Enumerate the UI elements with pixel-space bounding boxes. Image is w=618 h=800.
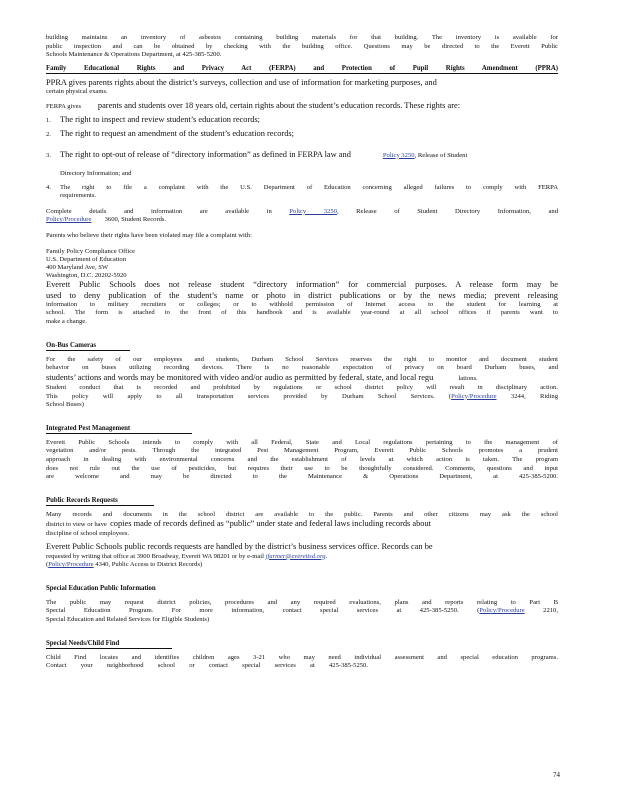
special-ed-text: Special Education Program. For more information, contact special services at 425-385-5250. ( xyxy=(46,607,480,615)
policy-procedure-link[interactable]: Policy/Procedure xyxy=(479,607,525,615)
ferpa-intro-text: parents and students over 18 years old, certain rights about the student’s education records. These rights are: xyxy=(97,100,461,110)
child-find-heading: Special Needs/Child Find xyxy=(46,639,172,649)
ppra-line: certain physical exams. xyxy=(46,87,108,95)
list-text: The right to file a complaint with the U.S. Department of Education concerning alleged failures to comply with FERPA xyxy=(60,183,558,191)
list-item xyxy=(46,129,558,139)
pest-line: approach in dealing with environmental concerns and the establishment of levels at which action is taken. The program xyxy=(46,455,558,463)
records-text: district to view or have xyxy=(46,521,107,529)
cameras-text: lations. xyxy=(458,374,478,382)
directory-release-line: used to deny publication of the student’s name or photo in district publications or by the news media; prevent releasing xyxy=(46,290,558,300)
directory-release-line: make a change. xyxy=(46,317,87,325)
cameras-heading: On-Bus Cameras xyxy=(46,341,130,351)
list-item xyxy=(46,144,558,180)
intro-line: Schools Maintenance & Operations Department, at 425-385-5200. xyxy=(46,51,222,59)
list-number: 4. xyxy=(46,183,51,191)
records-line: discipline of school employees. xyxy=(46,529,130,537)
list-text: The right to request an amendment of the student’s education records; xyxy=(60,129,294,139)
policy-3250-link[interactable]: Policy 3250 xyxy=(382,151,415,159)
pest-line: vegetation and/or pests. Through the integrated Pest Management Program, Everett Public Schools promotes a prudent xyxy=(46,447,558,455)
ferpa-gives-label: FERPA gives xyxy=(46,102,82,110)
intro-line: building maintains an inventory of asbestos containing building materials for that building. The inventory is available for xyxy=(46,34,558,41)
pest-line: Everett Public Schools intends to comply with all Federal, State and Local regulations pertaining to the management of xyxy=(46,438,558,446)
special-ed-line: The public may request district policies, procedures and any required evaluations, plans and reports relating to Part B xyxy=(46,598,558,606)
child-find-line: Contact your neighborhood school or contact special services at 425-385-5250. xyxy=(46,662,368,670)
policy-procedure-link[interactable]: Policy/Procedure xyxy=(48,561,94,569)
complete-details-line xyxy=(46,208,558,217)
records-text: requested by writing that office at 3900 Broadway, Everett WA 98201 or by e-mail xyxy=(46,552,264,560)
special-ed-line xyxy=(46,607,558,616)
ferpa-intro xyxy=(46,101,558,112)
records-text: 4340, Public Access to District Records) xyxy=(95,561,203,569)
records-line xyxy=(46,553,558,562)
email-link[interactable]: jfarmer@everettsd.org xyxy=(265,552,326,560)
list-number: 3. xyxy=(46,151,51,159)
cameras-text: This policy will apply to all transportation services provided by Durham School Services. ( xyxy=(46,392,452,400)
cameras-text: students’ actions and words may be monitored with video and/or audio as permitted by federal, state, and local regu xyxy=(46,372,434,382)
records-line: Everett Public Schools public records requests are handled by the district’s business services office. Records can be xyxy=(46,542,433,552)
complete-text: , Release of Student Directory Information, and xyxy=(336,207,558,215)
policy-procedure-link[interactable]: Policy/Procedure xyxy=(451,392,497,400)
cameras-line: Student conduct that is recorded and prohibited by regulations or school district policy will result in disciplinary action. xyxy=(46,383,558,391)
intro-line: public inspection and can be obtained by checking with the building office. Questions may be directed to the Everett Public xyxy=(46,42,558,50)
records-line: Many records and documents in the school district are available to the public. Parents and other citizens may ask the school xyxy=(46,510,558,518)
list-item xyxy=(46,184,558,201)
special-ed-line: Special Education and Related Services for Eligible Students) xyxy=(46,616,210,624)
cameras-line: behavior on buses utilizing recording devices. There is no reasonable expectation of privacy on board Durham buses, and xyxy=(46,364,558,372)
list-text: requirements. xyxy=(60,192,97,200)
compliance-office-address xyxy=(46,248,558,281)
complete-details-line xyxy=(46,216,558,225)
special-ed-heading: Special Education Public Information xyxy=(46,584,156,592)
records-text: ( xyxy=(46,561,49,569)
address-line: U.S. Department of Education xyxy=(46,255,127,263)
address-line: Family Policy Compliance Office xyxy=(46,247,136,255)
cameras-text: 3244, Riding xyxy=(510,392,559,400)
complete-text: 3600, Student Records. xyxy=(104,216,167,224)
list-text: Directory Information; and xyxy=(60,169,132,177)
records-text: . xyxy=(325,552,328,560)
child-find-line: Child Find locates and identifies children ages 3-21 who may need individual assessment and special education programs. xyxy=(46,653,558,661)
list-number: 2. xyxy=(46,131,51,139)
cameras-line xyxy=(46,393,558,402)
complete-text: Complete details and information are available in xyxy=(46,207,272,215)
directory-release-line: school. The form is attached to the front of this handbook and is available year-round at all school offices if parents want to xyxy=(46,309,558,317)
ppra-line: PPRA gives parents rights about the district’s surveys, collection and use of information for marketing purposes, and xyxy=(46,77,437,87)
records-line xyxy=(46,519,558,530)
pest-management-heading: Integrated Pest Management xyxy=(46,424,192,434)
cameras-line: School Buses) xyxy=(46,401,84,409)
records-text: copies made of records defined as “public” under state and federal laws including records about xyxy=(110,519,432,529)
list-number: 1. xyxy=(46,117,51,125)
public-records-heading: Public Records Requests xyxy=(46,496,154,506)
parents-complaint-line: Parents who believe their rights have been violated may file a complaint with: xyxy=(46,231,252,239)
address-line: 400 Maryland Ave, SW xyxy=(46,263,109,271)
page-number: 74 xyxy=(553,771,560,779)
list-item xyxy=(46,115,558,125)
list-text: The right to inspect and review student’s education records; xyxy=(60,115,261,125)
pest-line: does not rule out the use of pesticides, but requires their use to be thoughtfully considered. Comments, questions and input xyxy=(46,464,558,472)
pest-line: are welcome and may be directed to the Maintenance & Operations Department, at 425-385-5200. xyxy=(46,473,558,481)
ferpa-heading: Family Educational Rights and Privacy Act (FERPA) and Protection of Pupil Rights Amendment (PPRA) xyxy=(46,64,558,72)
list-text: The right to opt-out of release of “directory information” as defined in FERPA law and xyxy=(60,149,351,159)
records-line xyxy=(46,561,558,570)
address-line: Washington, D.C. 20202-5920 xyxy=(46,272,127,280)
cameras-line xyxy=(46,373,558,384)
policy-3250-link[interactable]: Policy 3250 xyxy=(289,207,337,215)
special-ed-text: 2210, xyxy=(543,607,558,615)
list-text: , Release of Student xyxy=(414,151,468,159)
directory-release-line: Everett Public Schools does not release student “directory information” for commercial purposes. A release form may be xyxy=(46,280,558,290)
directory-release-line: information to military recruiters or colleges; or to withhold permission of Internet access to the student for learning at xyxy=(46,300,558,308)
cameras-line: For the safety of our employees and students, Durham School Services reserves the right to monitor and document student xyxy=(46,355,558,363)
policy-procedure-link[interactable]: Policy/Procedure xyxy=(46,216,92,224)
document-page xyxy=(46,34,558,671)
